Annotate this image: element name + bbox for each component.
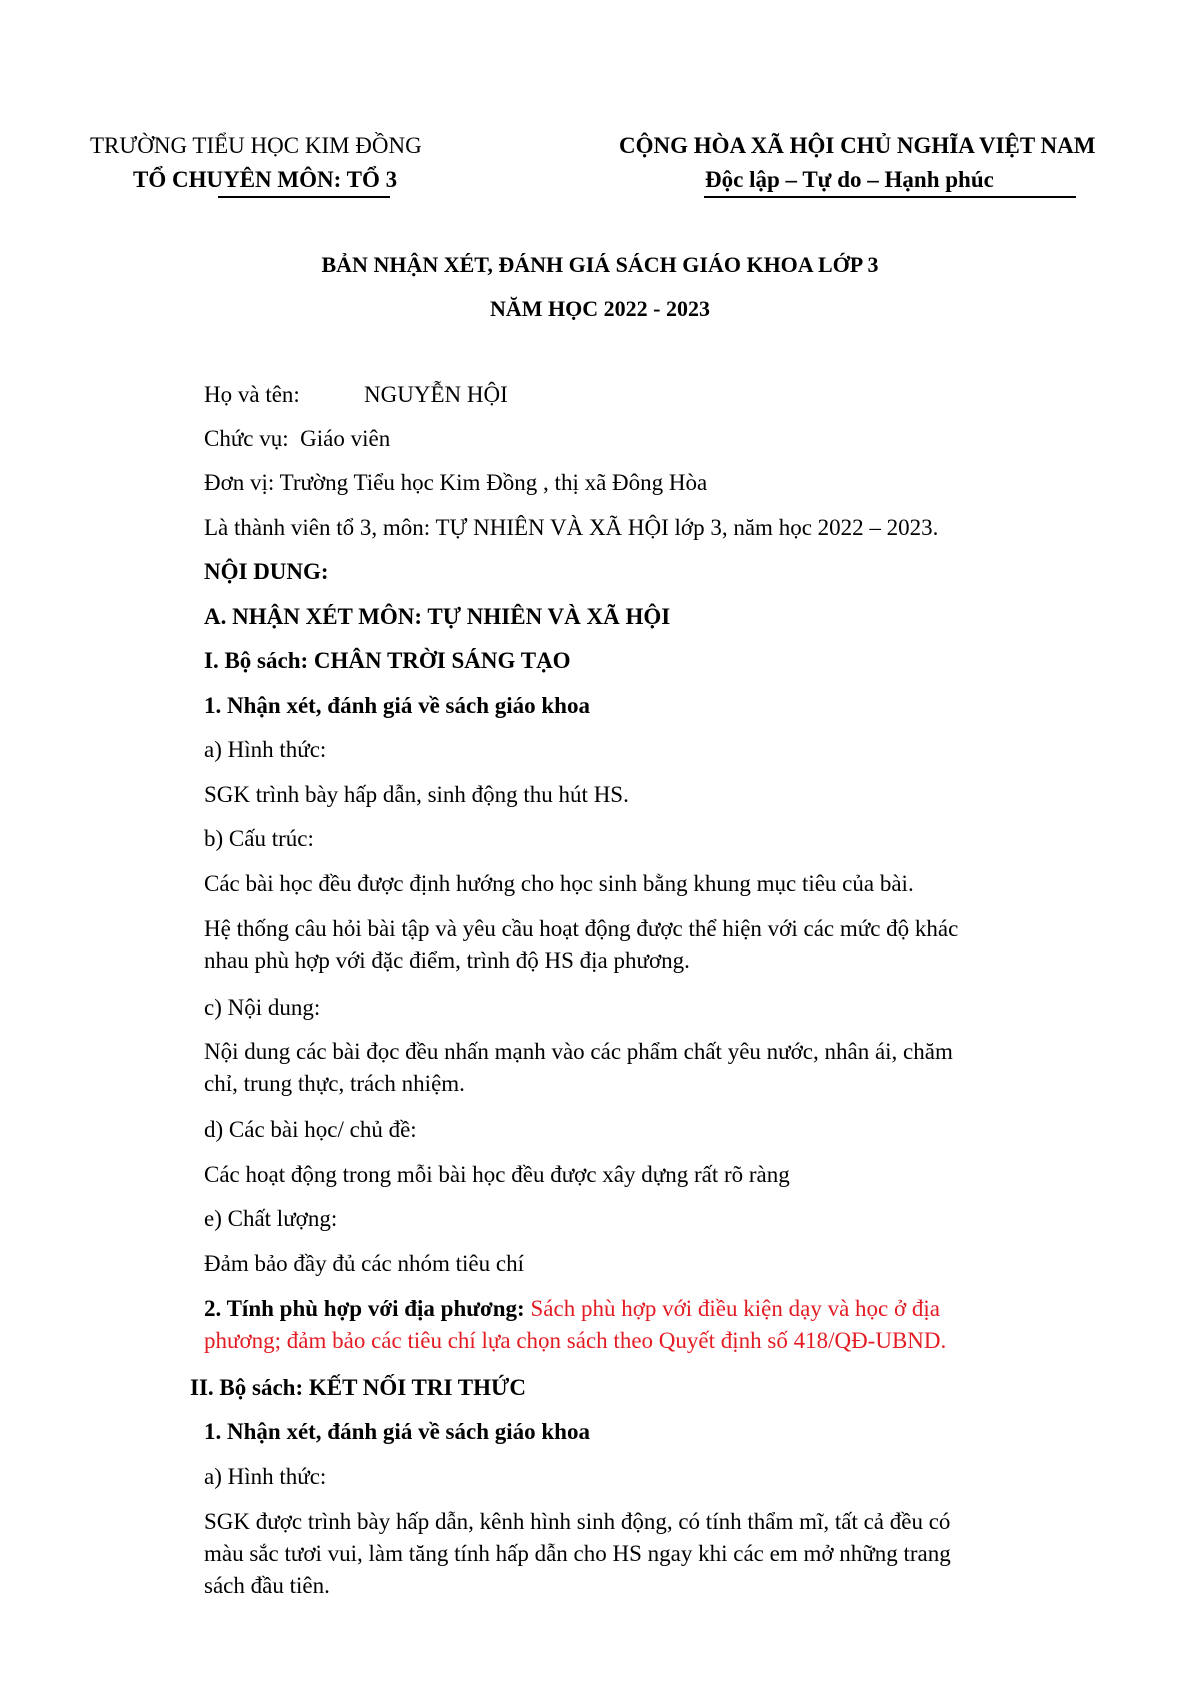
department-name: TỔ CHUYÊN MÔN: TỔ 3: [133, 167, 398, 192]
book1-structure-text1: Các bài học đều được định hướng cho học sinh bằng khung mục tiêu của bài.: [204, 871, 914, 896]
book1-local-text-line1: Sách phù hợp với điều kiện dạy và học ở địa: [530, 1296, 940, 1321]
book1-form-label: a) Hình thức:: [204, 737, 327, 762]
book1-structure-label: b) Cấu trúc:: [204, 826, 314, 851]
book1-lessons-label: d) Các bài học/ chủ đề:: [204, 1117, 417, 1142]
national-title: CỘNG HÒA XÃ HỘI CHỦ NGHĨA VIỆT NAM: [619, 133, 1096, 158]
name-label: Họ và tên:: [204, 382, 300, 407]
book1-title: I. Bộ sách: CHÂN TRỜI SÁNG TẠO: [204, 648, 571, 673]
section-a-heading: A. NHẬN XÉT MÔN: TỰ NHIÊN VÀ XÃ HỘI: [204, 604, 671, 629]
name-value: NGUYỄN HỘI: [364, 382, 508, 407]
content-heading: NỘI DUNG:: [204, 559, 329, 584]
book1-local-text-line2: phương; đảm bảo các tiêu chí lựa chọn sách theo Quyết định số 418/QĐ-UBND.: [204, 1328, 947, 1353]
book2-form-label: a) Hình thức:: [204, 1464, 327, 1489]
name-row: [204, 379, 508, 411]
book1-structure-text2-line2: nhau phù hợp với đặc điểm, trình độ HS địa phương.: [204, 948, 690, 973]
left-header-underline: [218, 196, 390, 198]
book1-content-label: c) Nội dung:: [204, 995, 321, 1020]
book1-structure-text2-line1: Hệ thống câu hỏi bài tập và yêu cầu hoạt động được thể hiện với các mức độ khác: [204, 916, 959, 941]
book1-quality-text: Đảm bảo đầy đủ các nhóm tiêu chí: [204, 1251, 524, 1276]
book2-form-text-line2: màu sắc tươi vui, làm tăng tính hấp dẫn cho HS ngay khi các em mở những trang: [204, 1541, 951, 1566]
role-label: Chức vụ:: [204, 426, 289, 451]
book1-content-text-line1: Nội dung các bài đọc đều nhấn mạnh vào các phẩm chất yêu nước, nhân ái, chăm: [204, 1039, 953, 1064]
book2-eval-heading: 1. Nhận xét, đánh giá về sách giáo khoa: [204, 1419, 590, 1444]
book1-local-line1: [204, 1293, 940, 1325]
book1-form-text: SGK trình bày hấp dẫn, sinh động thu hút HS.: [204, 782, 629, 807]
document-title: BẢN NHẬN XÉT, ĐÁNH GIÁ SÁCH GIÁO KHOA LỚP 3: [321, 252, 879, 277]
school-year-title: NĂM HỌC 2022 - 2023: [490, 296, 710, 321]
school-name: TRƯỜNG TIỂU HỌC KIM ĐỒNG: [90, 133, 422, 158]
book1-lessons-text: Các hoạt động trong mỗi bài học đều được xây dựng rất rõ ràng: [204, 1162, 790, 1187]
book2-form-text-line3: sách đầu tiên.: [204, 1573, 330, 1598]
book2-form-text-line1: SGK được trình bày hấp dẫn, kênh hình sinh động, có tính thẩm mĩ, tất cả đều có: [204, 1509, 951, 1534]
unit-row: Đơn vị: Trường Tiểu học Kim Đồng , thị xã Đông Hòa: [204, 470, 708, 495]
role-row: [204, 423, 390, 455]
right-header-underline: [704, 196, 1076, 198]
book1-content-text-line2: chỉ, trung thực, trách nhiệm.: [204, 1071, 465, 1096]
national-motto: Độc lập – Tự do – Hạnh phúc: [705, 167, 994, 192]
role-value: Giáo viên: [300, 426, 391, 451]
book1-eval-heading: 1. Nhận xét, đánh giá về sách giáo khoa: [204, 693, 590, 718]
book1-quality-label: e) Chất lượng:: [204, 1206, 338, 1231]
member-row: Là thành viên tổ 3, môn: TỰ NHIÊN VÀ XÃ HỘI lớp 3, năm học 2022 – 2023.: [204, 515, 939, 540]
book1-local-label: 2. Tính phù hợp với địa phương:: [204, 1296, 525, 1321]
book2-title: II. Bộ sách: KẾT NỐI TRI THỨC: [190, 1375, 526, 1400]
